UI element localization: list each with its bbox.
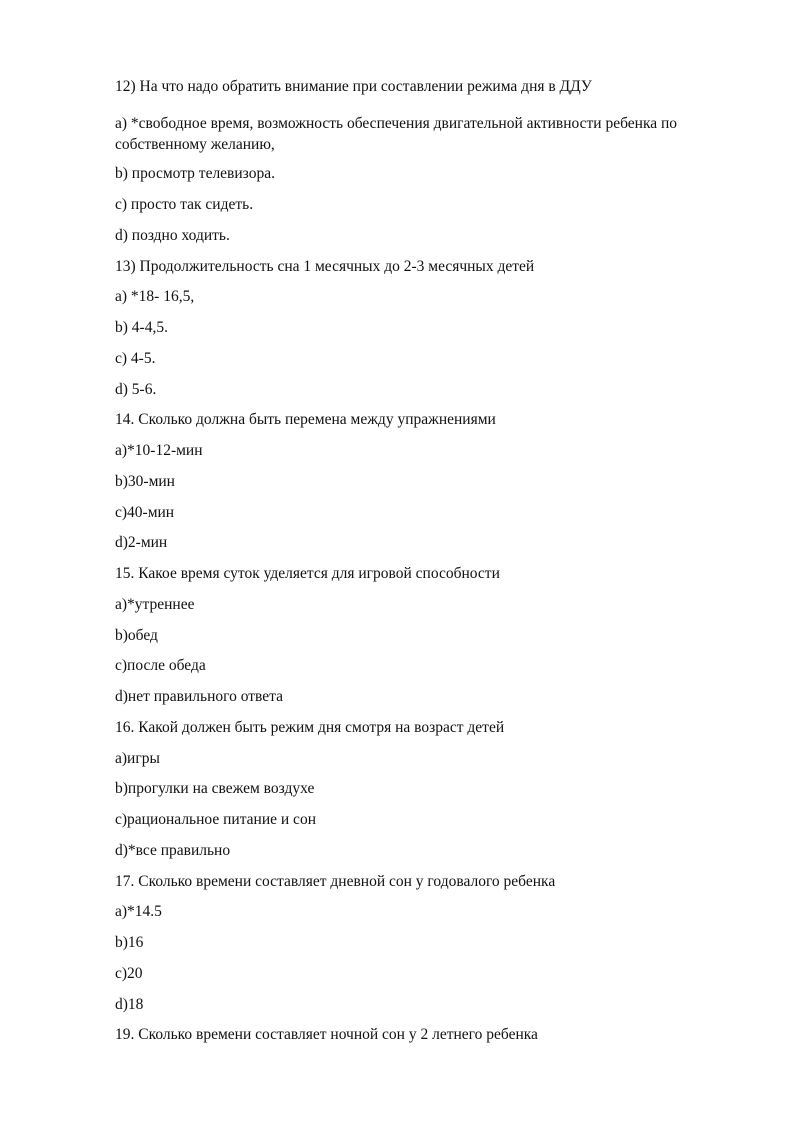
option-16-c: c)рациональное питание и сон [115,811,316,828]
option-15-d: d)нет правильного ответа [115,688,283,705]
option-15-b: b)обед [115,627,158,644]
option-13-d: d) 5-6. [115,381,157,398]
option-13-a: a) *18- 16,5, [115,288,195,305]
question-17: 17. Сколько времени составляет дневной сон у годовалого ребенка [115,873,556,890]
option-16-b: b)прогулки на свежем воздухе [115,780,315,797]
option-14-b: b)30-мин [115,473,175,490]
option-17-b: b)16 [115,934,144,951]
question-12: 12) На что надо обратить внимание при составлении режима дня в ДДУ [115,78,592,95]
option-16-a: a)игры [115,750,160,767]
question-13: 13) Продолжительность сна 1 месячных до 2-3 месячных детей [115,258,535,275]
option-12-b: b) просмотр телевизора. [115,165,275,182]
question-15: 15. Какое время суток уделяется для игровой способности [115,565,500,582]
option-13-b: b) 4-4,5. [115,319,168,336]
option-17-d: d)18 [115,996,144,1013]
option-14-a: a)*10-12-мин [115,442,203,459]
option-17-a: a)*14.5 [115,903,162,920]
question-14: 14. Сколько должна быть перемена между упражнениями [115,411,496,428]
option-17-c: c)20 [115,965,143,982]
option-14-c: c)40-мин [115,504,175,521]
option-15-c: c)после обеда [115,657,206,674]
question-16: 16. Какой должен быть режим дня смотря на возраст детей [115,719,505,736]
option-15-a: a)*утреннее [115,596,195,613]
question-19: 19. Сколько времени составляет ночной сон у 2 летнего ребенка [115,1026,538,1043]
option-14-d: d)2-мин [115,534,168,551]
option-12-d: d) поздно ходить. [115,227,230,244]
option-12-c: c) просто так сидеть. [115,196,254,213]
option-13-c: c) 4-5. [115,350,156,367]
option-12-a: a) *свободное время, возможность обеспечения двигательной активности ребенка по собственному желанию, [115,115,678,153]
option-16-d: d)*все правильно [115,842,231,859]
